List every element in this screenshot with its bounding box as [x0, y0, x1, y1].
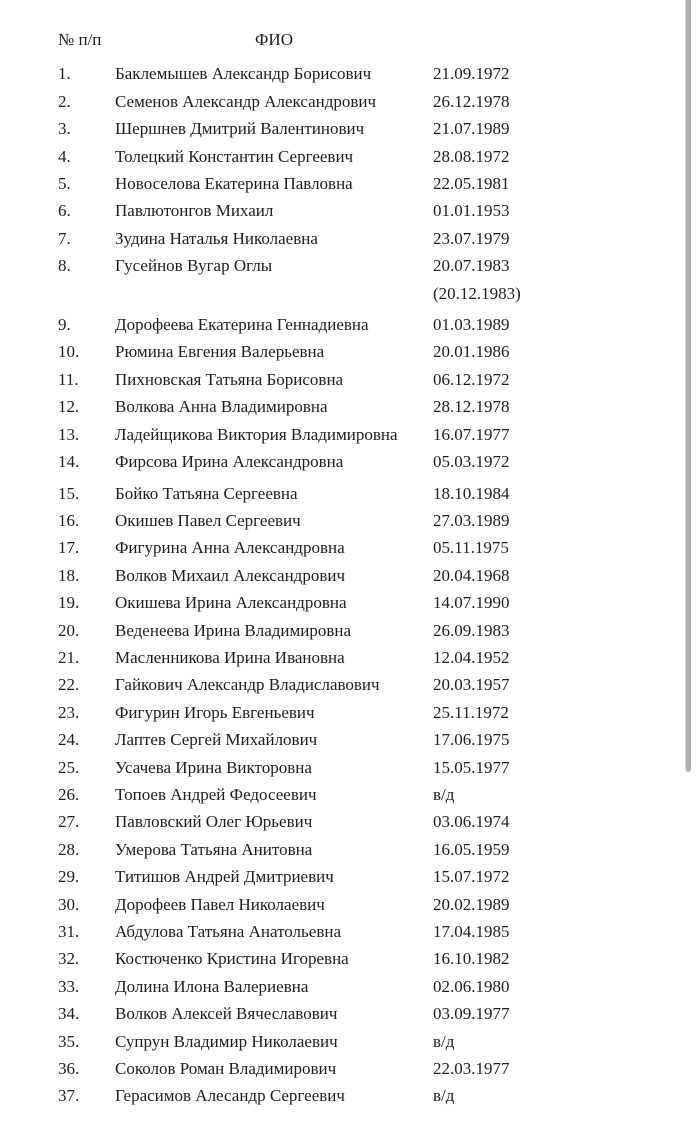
birthdate: 20.02.1989 — [433, 894, 510, 914]
table-row — [58, 644, 696, 671]
table-row — [58, 891, 696, 918]
birthdate-cell — [433, 421, 696, 448]
person-name: Долина Илона Валериевна — [115, 976, 309, 996]
birthdate-cell — [433, 562, 696, 589]
header-date-column — [433, 26, 696, 53]
birthdate-cell — [433, 448, 696, 475]
birthdate-cell — [433, 88, 696, 115]
row-number: 16. — [58, 510, 80, 530]
birthdate-cell — [433, 338, 696, 365]
row-number: 30. — [58, 894, 80, 914]
person-name: Топоев Андрей Федосеевич — [115, 784, 317, 804]
birthdate: в/д — [433, 1031, 455, 1051]
row-number: 21. — [58, 647, 80, 667]
table-row — [58, 836, 696, 863]
birthdate-alt: (20.12.1983) — [433, 283, 521, 303]
table-row — [58, 480, 696, 507]
table-row — [58, 699, 696, 726]
birthdate: 22.05.1981 — [433, 174, 510, 194]
person-name: Усачева Ирина Викторовна — [115, 757, 312, 777]
birthdate: 23.07.1979 — [433, 228, 510, 248]
person-name: Волкова Анна Владимировна — [115, 397, 328, 417]
birthdate: 25.11.1972 — [433, 702, 509, 722]
row-number: 10. — [58, 342, 80, 362]
person-name: Фигурина Анна Александровна — [115, 538, 345, 558]
table-row — [58, 338, 696, 365]
birthdate: 26.09.1983 — [433, 620, 510, 640]
birthdate-cell — [433, 836, 696, 863]
person-name: Лаптев Сергей Михайлович — [115, 730, 318, 750]
birthdate: 20.07.1983 — [433, 256, 510, 276]
birthdate: 28.12.1978 — [433, 397, 510, 417]
row-number: 28. — [58, 839, 80, 859]
row-number: 5. — [58, 174, 71, 194]
table-row — [58, 252, 696, 307]
birthdate: 16.05.1959 — [433, 839, 510, 859]
birthdate-cell — [433, 617, 696, 644]
birthdate: 03.06.1974 — [433, 812, 510, 832]
row-number: 4. — [58, 146, 71, 166]
birthdate-cell — [433, 393, 696, 420]
birthdate-cell — [433, 507, 696, 534]
person-name: Окишева Ирина Александровна — [115, 593, 347, 613]
row-number: 29. — [58, 867, 80, 887]
row-number: 19. — [58, 593, 80, 613]
birthdate: 20.03.1957 — [433, 675, 510, 695]
row-number: 15. — [58, 483, 80, 503]
person-name: Дорофеев Павел Николаевич — [115, 894, 325, 914]
person-name: Волков Михаил Александрович — [115, 565, 345, 585]
row-number: 18. — [58, 565, 80, 585]
birthdate-cell — [433, 781, 696, 808]
person-name: Умерова Татьяна Анитовна — [115, 839, 313, 859]
birthdate: 22.03.1977 — [433, 1059, 510, 1079]
row-number: 36. — [58, 1059, 80, 1079]
row-number: 12. — [58, 397, 80, 417]
table-row — [58, 197, 696, 224]
birthdate: 20.04.1968 — [433, 565, 510, 585]
birthdate: в/д — [433, 1086, 455, 1106]
table-row — [58, 1082, 696, 1109]
table-row — [58, 589, 696, 616]
header-fio-label: ФИО — [255, 30, 293, 49]
birthdate: 12.04.1952 — [433, 647, 510, 667]
birthdate: 26.12.1978 — [433, 91, 510, 111]
person-name: Пихновская Татьяна Борисовна — [115, 369, 344, 389]
row-number: 8. — [58, 256, 71, 276]
person-name: Ладейщикова Виктория Владимировна — [115, 424, 398, 444]
table-row — [58, 562, 696, 589]
person-name: Масленникова Ирина Ивановна — [115, 647, 345, 667]
table-row — [58, 617, 696, 644]
birthdate: 28.08.1972 — [433, 146, 510, 166]
birthdate: 05.03.1972 — [433, 452, 510, 472]
person-name: Соколов Роман Владимирович — [115, 1059, 337, 1079]
row-number: 14. — [58, 452, 80, 472]
person-name: Новоселова Екатерина Павловна — [115, 174, 353, 194]
person-name: Павлютонгов Михаил — [115, 201, 274, 221]
birthdate-cell — [433, 534, 696, 561]
birthdate: 21.09.1972 — [433, 64, 510, 84]
person-name: Окишев Павел Сергеевич — [115, 510, 301, 530]
table-row — [58, 115, 696, 142]
birthdate-cell — [433, 671, 696, 698]
table-row — [58, 754, 696, 781]
birthdate-cell — [433, 945, 696, 972]
birthdate-cell — [433, 1000, 696, 1027]
birthdate-cell — [433, 1082, 696, 1109]
person-name: Гайкович Александр Владиславович — [115, 675, 380, 695]
birthdate-cell — [433, 808, 696, 835]
row-number: 37. — [58, 1086, 80, 1106]
birthdate: 02.06.1980 — [433, 976, 510, 996]
table-row — [58, 88, 696, 115]
row-number: 24. — [58, 730, 80, 750]
row-number: 11. — [58, 369, 79, 389]
person-name: Шершнев Дмитрий Валентинович — [115, 119, 365, 139]
row-number: 34. — [58, 1004, 80, 1024]
birthdate-cell — [433, 754, 696, 781]
birthdate: 17.06.1975 — [433, 730, 510, 750]
birthdate: в/д — [433, 784, 455, 804]
birthdate-cell — [433, 170, 696, 197]
birthdate-cell — [433, 60, 696, 87]
birthdate-cell — [433, 143, 696, 170]
birthdate: 16.07.1977 — [433, 424, 510, 444]
table-row — [58, 311, 696, 338]
person-name: Фигурин Игорь Евгеньевич — [115, 702, 315, 722]
birthdate-cell — [433, 1055, 696, 1082]
table-row — [58, 60, 696, 87]
birthdate-cell — [433, 699, 696, 726]
row-number: 33. — [58, 976, 80, 996]
person-name: Гусейнов Вугар Оглы — [115, 256, 273, 276]
birthdate: 06.12.1972 — [433, 369, 510, 389]
person-name: Супрун Владимир Николаевич — [115, 1031, 338, 1051]
table-row — [58, 1055, 696, 1082]
birthdate: 17.04.1985 — [433, 922, 510, 941]
row-number: 22. — [58, 675, 80, 695]
table-row — [58, 781, 696, 808]
person-name: Павловский Олег Юрьевич — [115, 812, 313, 832]
birthdate-cell — [433, 973, 696, 1000]
birthdate: 05.11.1975 — [433, 538, 509, 558]
person-name: Абдулова Татьяна Анатольевна — [115, 922, 341, 941]
person-name: Зудина Наталья Николаевна — [115, 228, 318, 248]
birthdate-cell — [433, 480, 696, 507]
table-row — [58, 170, 696, 197]
person-name: Костюченко Кристина Игоревна — [115, 949, 349, 969]
row-number: 7. — [58, 228, 71, 248]
row-number: 13. — [58, 424, 80, 444]
row-number: 32. — [58, 949, 80, 969]
person-name: Герасимов Алесандр Сергеевич — [115, 1086, 345, 1106]
birthdate: 15.07.1972 — [433, 867, 510, 887]
header-number-label: № п/п — [58, 30, 102, 49]
table-body — [58, 60, 696, 1109]
person-name: Волков Алексей Вячеславович — [115, 1004, 338, 1024]
row-number: 27. — [58, 812, 80, 832]
birthdate-cell — [433, 311, 696, 338]
person-name: Веденеева Ирина Владимировна — [115, 620, 352, 640]
row-number: 23. — [58, 702, 80, 722]
birthdate: 01.03.1989 — [433, 315, 510, 335]
row-number: 20. — [58, 620, 80, 640]
birthdate-cell — [433, 197, 696, 224]
birthdate: 01.01.1953 — [433, 201, 510, 221]
person-name: Дорофеева Екатерина Геннадиевна — [115, 315, 369, 335]
row-number: 31. — [58, 922, 80, 941]
birthdate: 27.03.1989 — [433, 510, 510, 530]
row-number: 17. — [58, 538, 80, 558]
birthdate-cell — [433, 225, 696, 252]
scrollbar-thumb[interactable] — [685, 0, 691, 772]
table-row — [58, 225, 696, 252]
row-number: 25. — [58, 757, 80, 777]
person-name: Рюмина Евгения Валерьевна — [115, 342, 325, 362]
birthdate: 16.10.1982 — [433, 949, 510, 969]
row-number: 3. — [58, 119, 71, 139]
birthdate: 20.01.1986 — [433, 342, 510, 362]
birthdate-cell — [433, 918, 696, 945]
table-row — [58, 143, 696, 170]
row-number: 1. — [58, 64, 71, 84]
table-header — [58, 26, 696, 53]
birthdate-cell — [433, 366, 696, 393]
birthdate: 21.07.1989 — [433, 119, 510, 139]
table-row — [58, 534, 696, 561]
birthdate-cell — [433, 726, 696, 753]
table-row — [58, 945, 696, 972]
birthdate-cell — [433, 891, 696, 918]
birthdate: 14.07.1990 — [433, 593, 510, 613]
table-row — [58, 863, 696, 890]
birthdate: 18.10.1984 — [433, 483, 510, 503]
person-name: Баклемышев Александр Борисович — [115, 64, 372, 84]
birthdate-cell — [433, 863, 696, 890]
table-row — [58, 366, 696, 393]
table-row — [58, 448, 696, 475]
table-row — [58, 507, 696, 534]
birthdate: 03.09.1977 — [433, 1004, 510, 1024]
birthdate-cell — [433, 115, 696, 142]
birthdate-cell — [433, 589, 696, 616]
table-row — [58, 918, 696, 945]
person-name: Семенов Александр Александрович — [115, 91, 377, 111]
birthdate-cell — [433, 644, 696, 671]
table-row — [58, 973, 696, 1000]
table-row — [58, 808, 696, 835]
row-number: 9. — [58, 315, 71, 335]
birthdate-cell — [433, 1028, 696, 1055]
row-number: 26. — [58, 784, 80, 804]
person-name: Фирсова Ирина Александровна — [115, 452, 344, 472]
table-row — [58, 671, 696, 698]
table-row — [58, 1028, 696, 1055]
person-name: Бойко Татьяна Сергеевна — [115, 483, 298, 503]
table-row — [58, 726, 696, 753]
person-name: Титишов Андрей Дмитриевич — [115, 867, 334, 887]
person-name: Толецкий Константин Сергеевич — [115, 146, 354, 166]
table-row — [58, 393, 696, 420]
birthdate-cell — [433, 252, 696, 307]
table-row — [58, 421, 696, 448]
row-number: 2. — [58, 91, 71, 111]
birthdate: 15.05.1977 — [433, 757, 510, 777]
table-row — [58, 1000, 696, 1027]
row-number: 6. — [58, 201, 71, 221]
row-number: 35. — [58, 1031, 80, 1051]
